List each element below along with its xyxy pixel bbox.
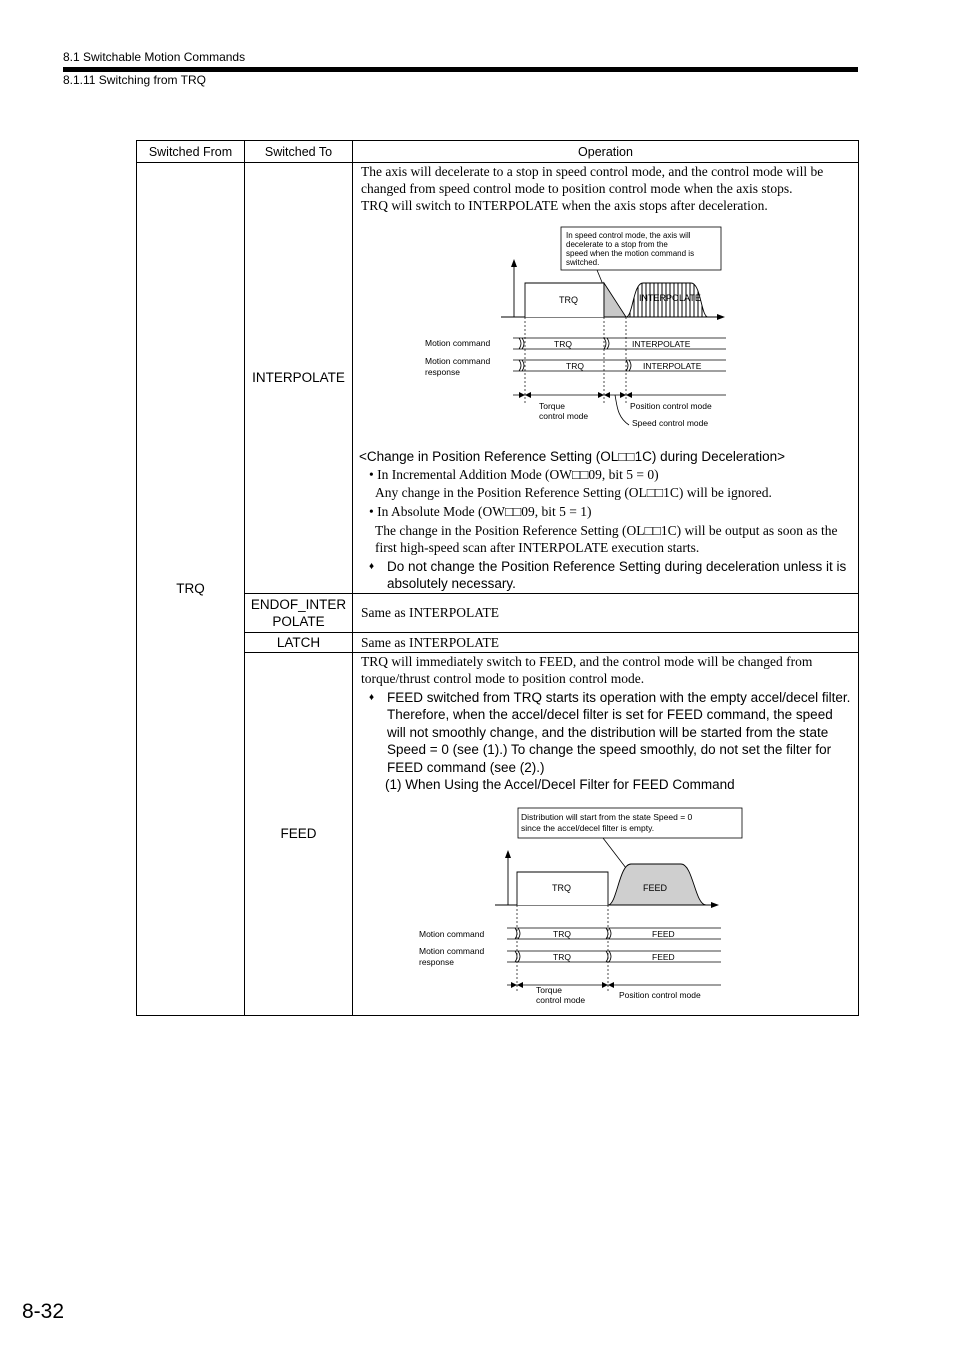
operation-feed [353, 652, 859, 1015]
page-number: 8-32 [22, 1300, 65, 1323]
header-operation: Operation [353, 141, 859, 163]
response-label-2: response [425, 367, 460, 377]
note-bullet-icon: ♦ [369, 560, 375, 572]
response-interpolate: INTERPOLATE [643, 361, 702, 371]
motion-command-label: Motion command [425, 338, 491, 348]
feed-callout-leader [603, 838, 626, 868]
table-row [137, 163, 859, 594]
x-axis-arrow [717, 314, 725, 320]
feed-x-axis-arrow [711, 902, 719, 908]
feed-note-text: FEED switched from TRQ starts its operation with the empty accel/decel filter. Therefore, when the accel/decel filter is set for FEED command, the speed will not smoothly change, and the distribution will be started from the state Speed = 0 (see (1).) To change the speed smoothly, do not set the filter for FEED command (see (2).) [387, 689, 851, 775]
response-trq: TRQ [566, 361, 584, 371]
interpolate-intro-3: TRQ will switch to INTERPOLATE when the axis stops after deceleration. [361, 198, 768, 213]
change-heading: <Change in Position Reference Setting (OL□□1C) during Deceleration> [359, 449, 786, 464]
deceleration-ramp [604, 283, 626, 317]
feed-trq-block-label: TRQ [552, 882, 571, 893]
operation-endof-interpolate: Same as INTERPOLATE [353, 593, 859, 632]
motion-command-trq: TRQ [554, 339, 572, 349]
interpolate-intro-2: changed from speed control mode to position control mode when the axis stops. [361, 181, 793, 196]
interpolate-note-text: Do not change the Position Reference Setting during deceleration unless it is absolutely necessary. [387, 558, 847, 591]
note-bullet-icon: ♦ [369, 691, 375, 703]
section-title: 8.1 Switchable Motion Commands [63, 50, 246, 64]
feed-timing-diagram [361, 794, 855, 1006]
table-row [137, 593, 859, 632]
table-row [137, 632, 859, 652]
feed-callout-line-2: since the accel/decel filter is empty. [521, 822, 655, 833]
feed-position-mode-label: Position control mode [619, 989, 701, 1000]
motion-command-interpolate: INTERPOLATE [632, 339, 691, 349]
operation-interpolate [353, 163, 859, 594]
interpolate-block-label: INTERPOLATE [639, 293, 701, 303]
feed-block-label: FEED [643, 882, 668, 893]
endof-label-1: ENDOF_INTER [250, 596, 347, 612]
feed-response-trq: TRQ [553, 951, 571, 962]
position-mode-label: Position control mode [630, 401, 712, 411]
callout-line-4: switched. [566, 258, 600, 267]
feed-sub-heading: (1) When Using the Accel/Decel Filter for FEED Command [385, 777, 735, 792]
callout-line-3: speed when the motion command is [566, 249, 695, 258]
feed-intro-1: TRQ will immediately switch to FEED, and the control mode will be changed from [361, 653, 813, 669]
feed-note [361, 689, 852, 777]
feed-callout-line-1: Distribution will start from the state Speed = 0 [521, 811, 693, 822]
switched-to-endof-interpolate [245, 593, 353, 632]
absolute-mode: • In Absolute Mode (OW□□09, bit 5 = 1) [369, 503, 592, 519]
switched-to-latch: LATCH [245, 632, 353, 652]
incremental-desc: Any change in the Position Reference Setting (OL□□1C) will be ignored. [375, 484, 772, 500]
speed-mode-label: Speed control mode [632, 418, 709, 428]
torque-mode-2: control mode [539, 411, 589, 421]
trq-block-label: TRQ [559, 295, 578, 305]
switched-to-feed: FEED [245, 652, 353, 1015]
callout-line-1: In speed control mode, the axis will [566, 231, 691, 240]
feed-torque-mode-2: control mode [536, 994, 586, 1005]
subsection-title: 8.1.11 Switching from TRQ [63, 73, 206, 87]
y-axis-arrow [511, 259, 517, 267]
feed-torque-mode-1: Torque [536, 984, 562, 995]
absolute-desc-2: first high-speed scan after INTERPOLATE execution starts. [375, 539, 700, 555]
feed-motion-command-feed: FEED [652, 928, 675, 939]
header-rule [63, 67, 858, 72]
feed-intro-2: torque/thrust control mode to position control mode. [361, 670, 645, 686]
switched-from-cell: TRQ [137, 163, 245, 1016]
switching-table [136, 140, 859, 1016]
interpolate-intro-1: The axis will decelerate to a stop in speed control mode, and the control mode will be [361, 164, 824, 179]
callout-line-2: decelerate to a stop from the [566, 240, 668, 249]
feed-motion-command-label: Motion command [419, 928, 485, 939]
endof-label-2: POLATE [272, 613, 325, 629]
feed-motion-command-trq: TRQ [553, 928, 571, 939]
feed-response-label-1: Motion command [419, 945, 485, 956]
table-row [137, 652, 859, 1015]
operation-latch: Same as INTERPOLATE [353, 632, 859, 652]
incremental-mode: • In Incremental Addition Mode (OW□□09, bit 5 = 0) [369, 466, 659, 482]
interpolate-note [361, 558, 852, 593]
switched-to-interpolate: INTERPOLATE [245, 163, 353, 594]
feed-response-label-2: response [419, 956, 454, 967]
header-switched-to: Switched To [245, 141, 353, 163]
interpolate-timing-diagram [361, 217, 855, 445]
table-header-row [137, 141, 859, 163]
response-label-1: Motion command [425, 356, 491, 366]
torque-mode-1: Torque [539, 401, 565, 411]
header-switched-from: Switched From [137, 141, 245, 163]
absolute-desc-1: The change in the Position Reference Setting (OL□□1C) will be output as soon as the [375, 522, 838, 538]
feed-response-feed: FEED [652, 951, 675, 962]
feed-y-axis-arrow [505, 850, 511, 858]
